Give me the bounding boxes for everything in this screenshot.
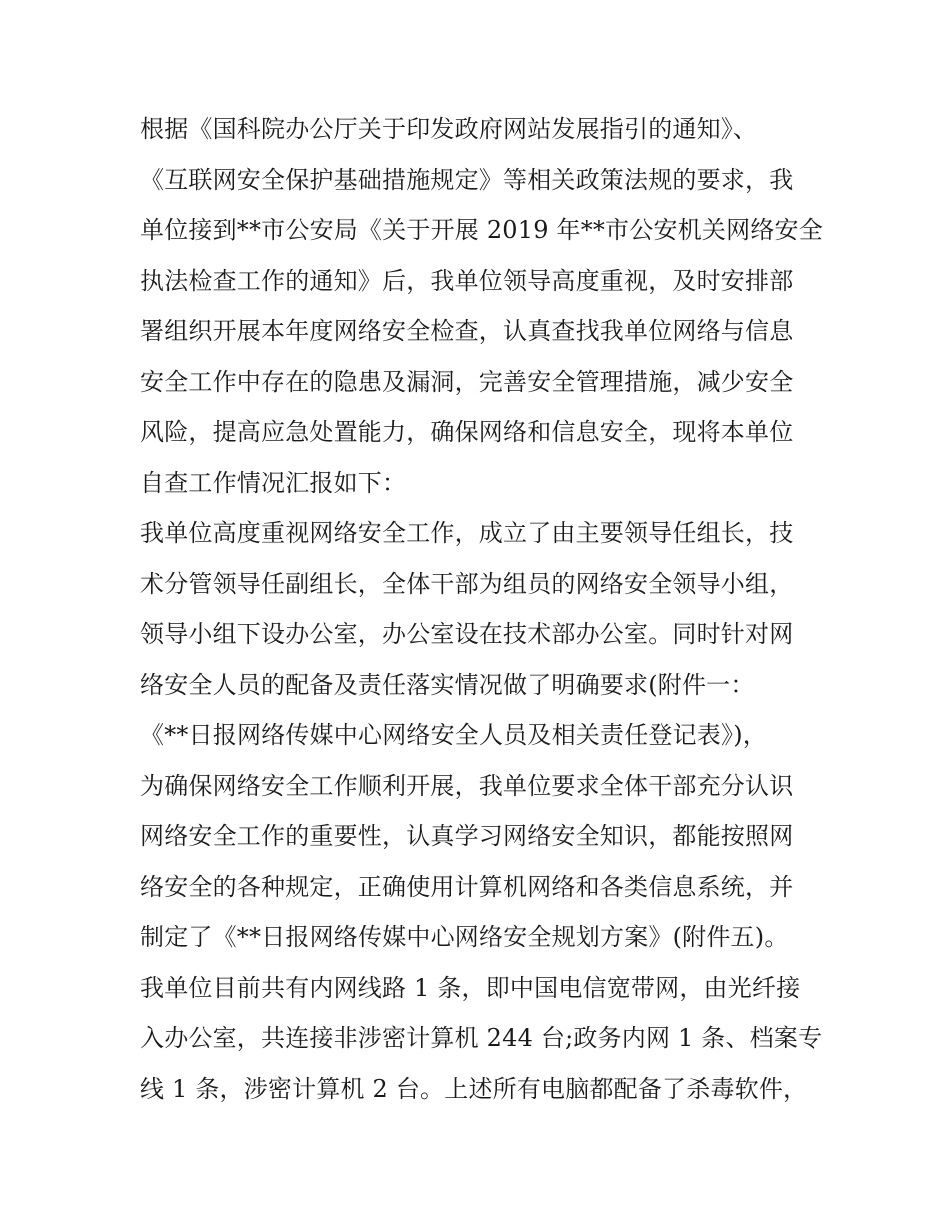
text-line: 络安全的各种规定，正确使用计算机网络和各类信息系统，并: [140, 872, 794, 901]
text-line: 风险，提高应急处置能力，确保网络和信息安全，现将本单位: [140, 418, 794, 446]
text-line: 制定了《**日报网络传媒中心网络安全规划方案》(附件五)。: [140, 923, 789, 951]
text-line: 执法检查工作的通知》后，我单位领导高度重视，及时安排部: [140, 266, 794, 295]
document-body: [140, 104, 823, 1114]
text-line: 领导小组下设办公室，办公室设在技术部办公室。同时针对网: [140, 620, 794, 648]
text-line: 我单位高度重视网络安全工作，成立了由主要领导任组长，技: [140, 519, 794, 547]
text-line: 为确保网络安全工作顺利开展，我单位要求全体干部充分认识: [140, 771, 794, 800]
text-line: 根据《国科院办公厅关于印发政府网站发展指引的通知》、: [140, 115, 758, 143]
text-line: 单位接到**市公安局《关于开展 2019 年**市公安机关网络安全: [140, 216, 823, 244]
text-line: 《**日报网络传媒中心网络安全人员及相关责任登记表》)，: [140, 721, 767, 749]
text-line: 络安全人员的配备及责任落实情况做了明确要求(附件一：: [140, 670, 755, 699]
text-line: 术分管领导任副组长，全体干部为组员的网络安全领导小组，: [140, 569, 794, 598]
text-line: 线 1 条，涉密计算机 2 台。上述所有电脑都配备了杀毒软件，: [140, 1074, 808, 1103]
text-line: 《互联网安全保护基础措施规定》等相关政策法规的要求，我: [140, 165, 794, 194]
text-line: 入办公室，共连接非涉密计算机 244 台;政务内网 1 条、档案专: [140, 1024, 823, 1052]
text-line: 安全工作中存在的隐患及漏洞，完善安全管理措施，减少安全: [140, 367, 794, 396]
text-line: 我单位目前共有内网线路 1 条，即中国电信宽带网，由光纤接: [140, 973, 801, 1002]
text-line: 自查工作情况汇报如下：: [140, 468, 407, 497]
text-line: 网络安全工作的重要性，认真学习网络安全知识，都能按照网: [140, 822, 794, 850]
text-line: 署组织开展本年度网络安全检查，认真查找我单位网络与信息: [140, 317, 794, 345]
